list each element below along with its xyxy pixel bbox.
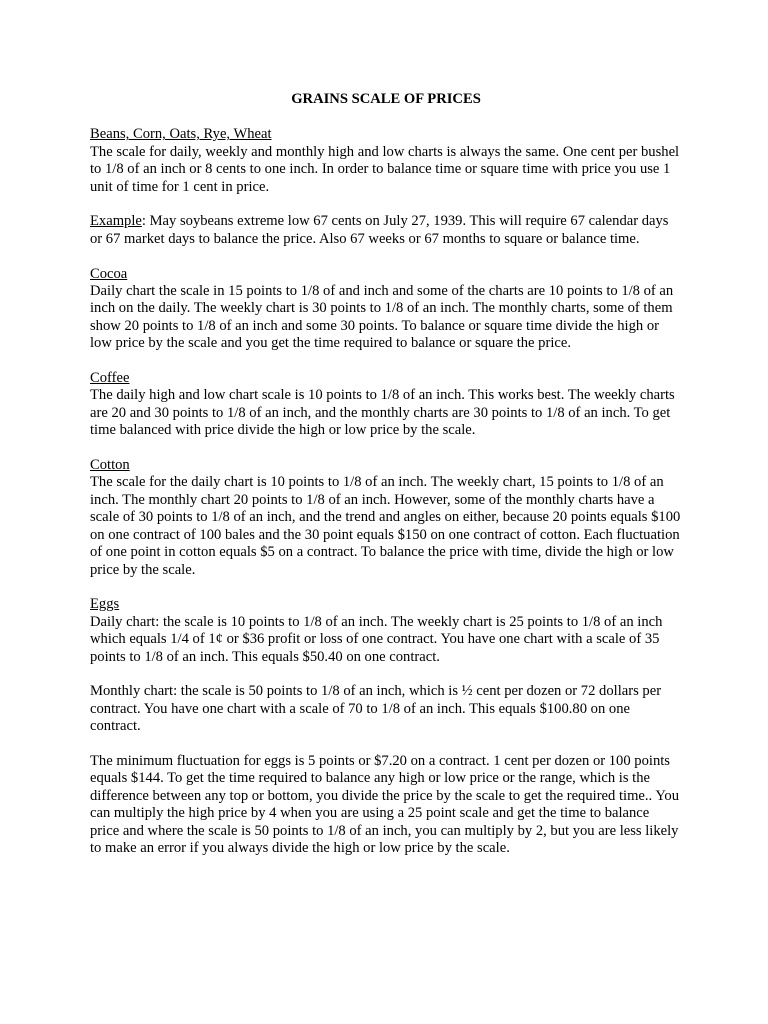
example-text: : May soybeans extreme low 67 cents on July 27, 1939. This will require 67 calendar days or 67 market days to balance the price. Also 67 weeks or 67 months to square or balance time. bbox=[90, 213, 669, 247]
cocoa-text: Daily chart the scale in 15 points to 1/8 of and inch and some of the charts are 10 points to 1/8 of an inch on the daily. The weekly chart is 30 points to 1/8 of an inch. The monthly charts, some of them show 20 points to 1/8 of an inch and some 30 points. To balance or square time divide the high or low price by the scale and you get the time required to balance or square the price. bbox=[90, 283, 674, 352]
coffee-section bbox=[90, 370, 682, 440]
cocoa-section bbox=[90, 266, 682, 353]
eggs-monthly-section bbox=[90, 683, 682, 735]
eggs-daily-text: Daily chart: the scale is 10 points to 1/8 of an inch. The weekly chart is 25 points to 1/8 of an inch which equals 1/4 of 1¢ or $36 profit or loss of one contract. You have one chart with a scale of 35 points to 1/8 of an inch. This equals $50.40 on one contract. bbox=[90, 613, 663, 665]
coffee-heading: Coffee bbox=[90, 370, 130, 387]
coffee-text: The daily high and low chart scale is 10 points to 1/8 of an inch. This works best. The weekly charts are 20 and 30 points to 1/8 of an inch, and the monthly charts are 30 points to 1/8 of an inch. To get time balanced with price divide the high or low price by the scale. bbox=[90, 387, 675, 439]
document-page bbox=[90, 91, 682, 875]
cocoa-heading: Cocoa bbox=[90, 265, 128, 282]
page-title: GRAINS SCALE OF PRICES bbox=[291, 91, 481, 107]
cotton-section bbox=[90, 457, 682, 579]
eggs-section bbox=[90, 596, 682, 666]
eggs-minimum-text: The minimum fluctuation for eggs is 5 points or $7.20 on a contract. 1 cent per dozen or 100 points equals $144. To get the time required to balance any high or low price or the range, which is the difference between any top or bottom, you divide the price by the scale to get the required time.. You can multiply the high price by 4 when you are using a 25 point scale and get the time to balance price and where the scale is 50 points to 1/8 of an inch, you can multiply by 2, but you are less likely to make an error if you always divide the high or low price by the scale. bbox=[90, 752, 679, 856]
grains-section bbox=[90, 126, 682, 196]
eggs-minimum-section bbox=[90, 753, 682, 857]
grains-text: The scale for daily, weekly and monthly high and low charts is always the same. One cent per bushel to 1/8 of an inch or 8 cents to one inch. In order to balance time or square time with price you use 1 unit of time for 1 cent in price. bbox=[90, 143, 680, 195]
grains-heading: Beans, Corn, Oats, Rye, Wheat bbox=[90, 126, 272, 143]
eggs-monthly-text: Monthly chart: the scale is 50 points to 1/8 of an inch, which is ½ cent per dozen or 72 dollars per contract. You have one chart with a scale of 70 to 1/8 of an inch. This equals $100.80 on one contract. bbox=[90, 683, 662, 735]
eggs-heading: Eggs bbox=[90, 596, 120, 613]
example-paragraph bbox=[90, 213, 682, 248]
example-section bbox=[90, 213, 682, 248]
cotton-heading: Cotton bbox=[90, 457, 130, 474]
example-label: Example bbox=[90, 213, 142, 230]
cotton-text: The scale for the daily chart is 10 points to 1/8 of an inch. The weekly chart, 15 points to 1/8 of an inch. The monthly chart 20 points to 1/8 of an inch. However, some of the monthly charts have a scale of 30 points to 1/8 of an inch, and the trend and angles on either, because 20 points equals $100 on one contract of 100 bales and the 30 point equals $150 on one contract of cotton. Each fluctuation of one point in cotton equals $5 on a contract. To balance the price with time, divide the high or low price by the scale. bbox=[90, 474, 681, 578]
